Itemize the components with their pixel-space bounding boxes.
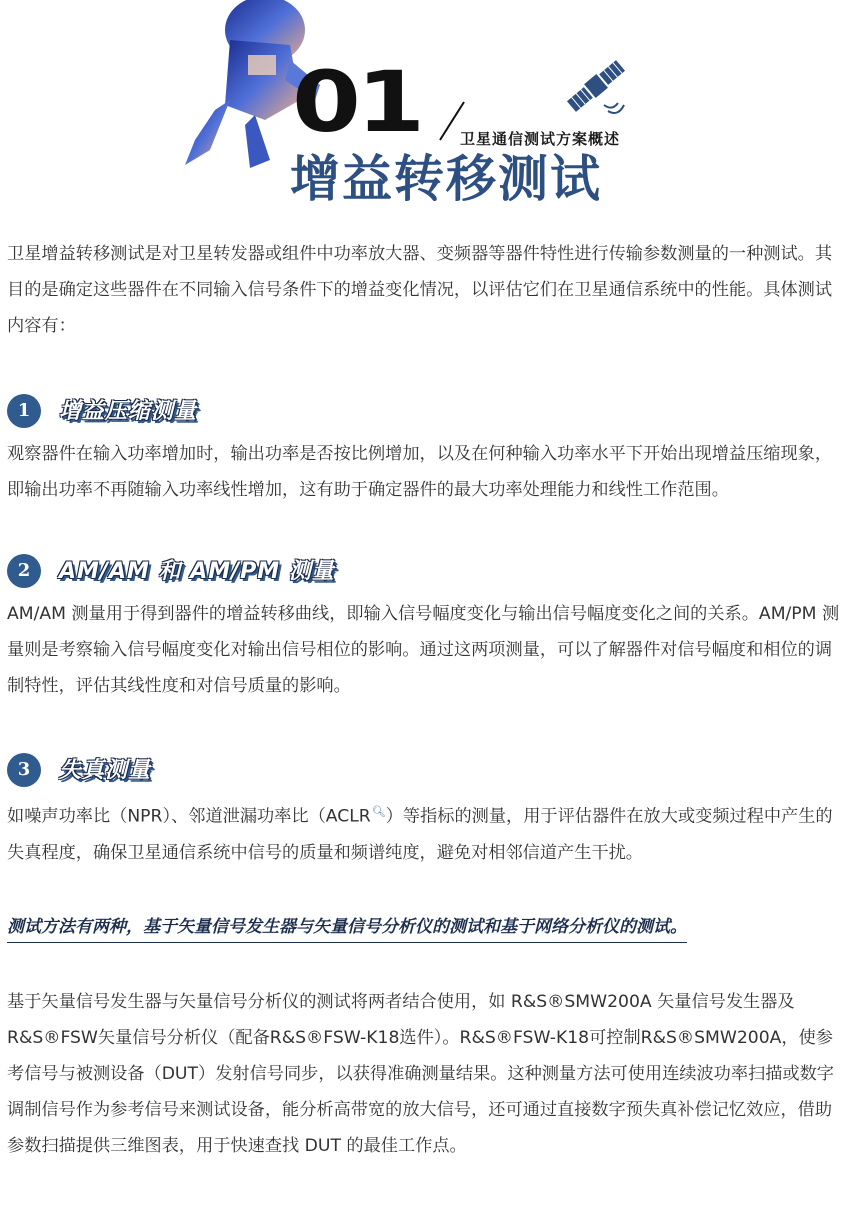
section-3-body bbox=[7, 794, 849, 871]
method-statement: 测试方法有两种，基于矢量信号发生器与矢量信号分析仪的测试和基于网络分析仪的测试。 bbox=[7, 912, 687, 943]
page-title: 增益转移测试 bbox=[290, 150, 602, 208]
section-2-title: AM/AM 和 AM/PM 测量 bbox=[59, 559, 335, 584]
section-2-badge: 2 bbox=[7, 554, 41, 588]
section-3-badge: 3 bbox=[7, 753, 41, 787]
method-body: 基于矢量信号发生器与矢量信号分析仪的测试将两者结合使用，如 R&S®SMW200A 矢量信号发生器及R&S®FSW矢量信号分析仪（配备R&S®FSW-K18选件）。R&S®FSW-K18可控制R&S®SMW200A，使参考信号与被测设备（DUT）发射信号同步，以获得准确测量结果。这种测量方法可使用连续波功率扫描或数字调制信号作为参考信号来测试设备，能分析高带宽的放大信号，还可通过直接数字预失真补偿记忆效应，借助参数扫描提供三维图表，用于快速查找 DUT 的最佳工作点。 bbox=[7, 992, 834, 1156]
section-3-header bbox=[7, 753, 607, 793]
section-1-badge: 1 bbox=[7, 394, 41, 428]
section-number: 01 bbox=[292, 53, 421, 151]
section-1-header bbox=[7, 394, 607, 434]
section-3-body-pre: 如噪声功率比（NPR）、邻道泄漏功率比（ACLR bbox=[7, 806, 371, 827]
header-banner bbox=[0, 0, 852, 215]
section-2-header bbox=[7, 554, 607, 594]
satellite-icon bbox=[560, 55, 632, 117]
search-icon[interactable]: 🔍︎ bbox=[371, 805, 386, 818]
section-3-title: 失真测量 bbox=[59, 758, 152, 783]
section-1-title: 增益压缩测量 bbox=[59, 399, 198, 424]
section-3-body-post: ）等指标的测量，用于评估器件在放大或变频过程中产生的失真程度，确保卫星通信系统中信号的质量和频谱纯度，避免对相邻信道产生干扰。 bbox=[7, 806, 833, 863]
header-subtitle: 卫星通信测试方案概述 bbox=[460, 130, 621, 148]
section-1-body: 观察器件在输入功率增加时，输出功率是否按比例增加，以及在何种输入功率水平下开始出现增益压缩现象，即输出功率不再随输入功率线性增加，这有助于确定器件的最大功率处理能力和线性工作范围。 bbox=[7, 444, 833, 500]
section-2-body: AM/AM 测量用于得到器件的增益转移曲线，即输入信号幅度变化与输出信号幅度变化之间的关系。AM/PM 测量则是考察输入信号幅度变化对输出信号相位的影响。通过这两项测量，可以了解器件对信号幅度和相位的调制特性，评估其线性度和对信号质量的影响。 bbox=[7, 604, 840, 696]
intro-paragraph: 卫星增益转移测试是对卫星转发器或组件中功率放大器、变频器等器件特性进行传输参数测量的一种测试。其目的是确定这些器件在不同输入信号条件下的增益变化情况，以评估它们在卫星通信系统中的性能。具体测试内容有： bbox=[7, 244, 833, 336]
